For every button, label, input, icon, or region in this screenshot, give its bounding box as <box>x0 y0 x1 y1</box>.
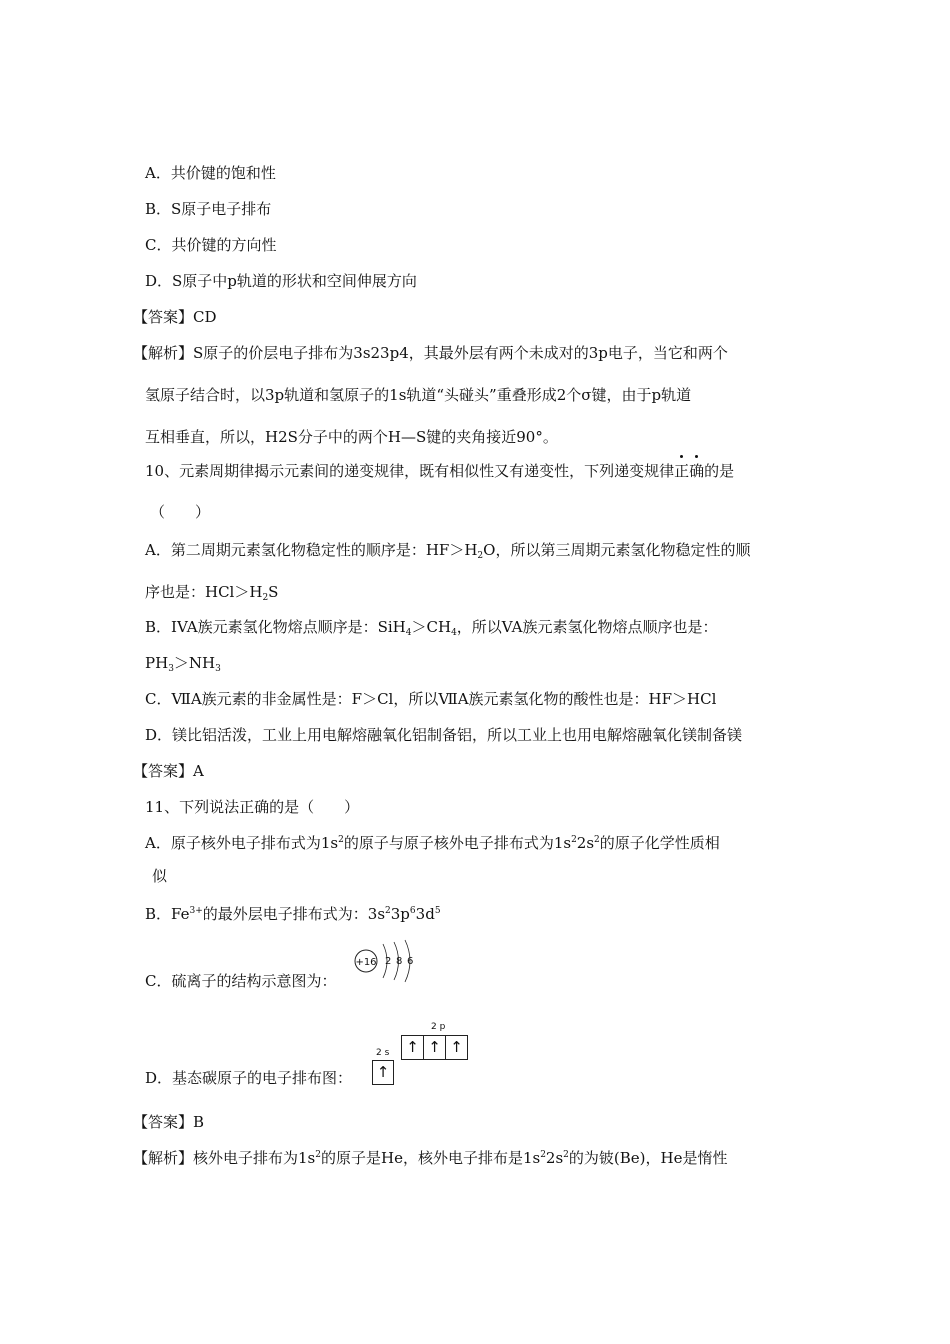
text: 的最外层电子排布式为：3s <box>202 905 386 923</box>
text: B．IVA族元素氢化物熔点顺序是：SiH <box>145 618 406 636</box>
shell-2-count: 8 <box>396 956 403 967</box>
text: 的原子化学性质相 <box>599 834 720 852</box>
q10-stem-emphasis-1: 正 <box>674 462 690 480</box>
q10-paren: （ ） <box>150 503 211 521</box>
q9-option-d: D．S原子中p轨道的形状和空间伸展方向 <box>145 272 417 290</box>
orbital-2p-label: 2 p <box>431 1022 446 1032</box>
q9-analysis-line-2: 氢原子结合时，以3p轨道和氢原子的1s轨道“头碰头”重叠形成2个σ键，由于p轨道 <box>145 386 692 404</box>
superscript: 2 <box>385 906 391 916</box>
text: 【解析】核外电子排布为1s <box>133 1149 316 1167</box>
text: 3d <box>415 905 435 923</box>
text: B．Fe <box>145 905 190 923</box>
q11-analysis <box>133 1148 727 1168</box>
q11-stem: 11、下列说法正确的是（ ） <box>145 798 360 816</box>
q9-answer: 【答案】CD <box>133 308 217 326</box>
superscript: 5 <box>434 906 441 916</box>
text: ＞CH <box>411 618 452 636</box>
subscript: 4 <box>451 628 457 638</box>
superscript: 2 <box>315 1150 321 1160</box>
q10-option-b-line-1 <box>145 617 717 637</box>
text: 3p <box>390 905 410 923</box>
q11-option-b <box>145 904 441 924</box>
superscript: 2 <box>571 835 577 845</box>
q11-option-c: C．硫离子的结构示意图为： <box>145 972 337 990</box>
orbital-2s-label: 2 s <box>376 1048 390 1058</box>
superscript: 2 <box>594 835 600 845</box>
shell-3-count: 6 <box>407 956 414 967</box>
q10-stem-suffix: 的是 <box>704 462 735 480</box>
superscript: 2 <box>563 1150 569 1160</box>
sulfide-ion-structure-diagram <box>350 935 420 987</box>
q10-answer: 【答案】A <box>133 762 204 780</box>
orbital-2p-boxes <box>401 1035 468 1060</box>
q9-analysis-line-3: 互相垂直，所以，H2S分子中的两个H—S键的夹角接近90°。 <box>145 428 558 446</box>
text: ＞NH <box>173 654 216 672</box>
q11-option-d: D．基态碳原子的电子排布图： <box>145 1069 353 1087</box>
q10-stem <box>145 461 734 481</box>
q10-option-d: D．镁比铝活泼，工业上用电解熔融氧化铝制备铝，所以工业上也用电解熔融氧化镁制备镁 <box>145 726 743 744</box>
orbital-2p-box-3: ↑ <box>450 1038 463 1056</box>
orbital-2s-box: ↑ <box>372 1060 394 1085</box>
superscript: 3+ <box>189 906 203 916</box>
q11-answer: 【答案】B <box>133 1113 205 1131</box>
text: ，所以VA族元素氢化物熔点顺序也是： <box>456 618 718 636</box>
orbital-2p-box-2: ↑ <box>424 1036 446 1059</box>
q11-option-a-line-2: 似 <box>152 867 168 885</box>
superscript: 2 <box>540 1150 546 1160</box>
text: 序也是：HCl＞H <box>145 583 263 601</box>
text: 的原子是He，核外电子排布是1s <box>320 1149 541 1167</box>
q9-option-b: B．S原子电子排布 <box>145 200 272 218</box>
q10-stem-prefix: 10、元素周期律揭示元素间的递变规律，既有相似性又有递变性，下列递变规律 <box>145 462 675 480</box>
shell-1-count: 2 <box>385 956 392 967</box>
superscript: 2 <box>338 835 344 845</box>
q10-stem-emphasis-2: 确 <box>689 462 705 480</box>
orbital-2p-box-1: ↑ <box>402 1036 424 1059</box>
text: A．原子核外电子排布式为1s <box>145 834 339 852</box>
q9-option-c: C．共价键的方向性 <box>145 236 277 254</box>
text: 2s <box>545 1149 564 1167</box>
text: PH <box>145 654 169 672</box>
superscript: 6 <box>409 906 416 916</box>
subscript: 4 <box>405 628 412 638</box>
q11-option-a-line-1 <box>145 833 720 853</box>
q9-analysis-line-1: 【解析】S原子的价层电子排布为3s23p4，其最外层有两个未成对的3p电子，当它和两个 <box>133 344 728 362</box>
text: 2s <box>576 834 595 852</box>
subscript: 3 <box>168 664 174 674</box>
text: O，所以第三周期元素氢化物稳定性的顺 <box>483 541 751 559</box>
subscript: 2 <box>262 593 269 603</box>
text: 的为铍(Be)，He是惰性 <box>568 1149 728 1167</box>
nucleus-charge: +16 <box>355 957 377 968</box>
q9-option-a: A．共价键的饱和性 <box>145 164 276 182</box>
q10-option-a-line-1 <box>145 540 750 560</box>
subscript: 2 <box>477 551 484 561</box>
text: A．第二周期元素氢化物稳定性的顺序是：HF＞H <box>145 541 478 559</box>
text: S <box>268 583 279 601</box>
q10-option-b-line-2 <box>145 653 221 673</box>
text: 的原子与原子核外电子排布式为1s <box>343 834 572 852</box>
q10-option-a-line-2 <box>145 582 278 602</box>
q10-option-c: C．ⅦA族元素的非金属性是：F＞Cl，所以ⅦA族元素氢化物的酸性也是：HF＞HCl <box>145 690 717 708</box>
subscript: 3 <box>215 664 221 674</box>
